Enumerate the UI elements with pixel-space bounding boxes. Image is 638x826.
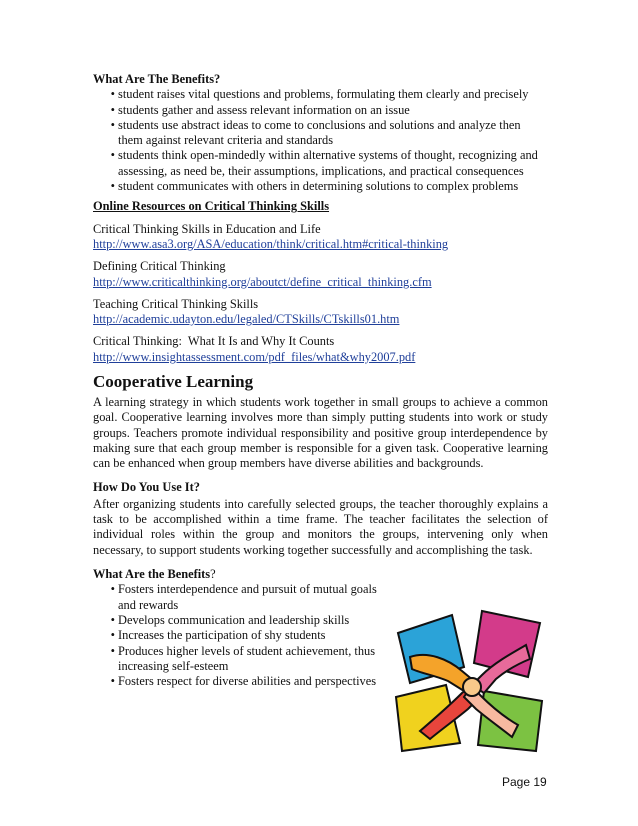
list-item	[93, 118, 548, 149]
list-item	[93, 628, 383, 643]
page-number: Page 19	[502, 775, 547, 789]
bullet-icon: •	[110, 102, 115, 117]
resource-title: Teaching Critical Thinking Skills	[93, 296, 259, 311]
bullet-icon: •	[110, 179, 115, 194]
resource-link[interactable]: http://academic.udayton.edu/legaled/CTSkills/CTskills01.htm	[93, 312, 400, 327]
benefits-list	[93, 87, 548, 194]
resource-link[interactable]: http://www.criticalthinking.org/aboutct/define_critical_thinking.cfm	[93, 274, 432, 289]
list-item-text: student raises vital questions and problems, formulating them clearly and precisely	[118, 87, 529, 102]
intro-paragraph: A learning strategy in which students work together in small groups to achieve a common goal. Cooperative learning involves more than simply putting students into work or study groups. Teachers promote individual responsibility and positive group interdependence by making sure that each group member is responsible for a given task. Cooperative learning can be enhanced when group members have diverse abilities and backgrounds.	[93, 395, 548, 471]
resource-item	[93, 259, 548, 290]
resource-title: Critical Thinking: What It Is and Why It Counts	[93, 334, 335, 349]
bullet-icon: •	[110, 612, 115, 627]
list-item	[93, 582, 383, 613]
list-item-text: Fosters respect for diverse abilities and perspectives	[118, 674, 377, 689]
list-item	[93, 87, 548, 102]
list-item-text: students use abstract ideas to come to conclusions and solutions and analyze then them against relevant criteria and standards	[118, 117, 521, 148]
bullet-icon: •	[110, 117, 115, 132]
bullet-icon: •	[110, 628, 115, 643]
resources-heading: Online Resources on Critical Thinking Skills	[93, 199, 330, 214]
coop-benefits-list	[93, 582, 383, 689]
coop-benefits-heading-punct: ?	[210, 567, 216, 582]
resource-item	[93, 334, 548, 365]
coop-benefits-heading-text: What Are the Benefits	[93, 567, 211, 582]
list-item-text: students think open-mindedly within alternative systems of thought, recognizing and assessing, as need be, their assumptions, implications, and practical consequences	[118, 148, 538, 178]
list-item-text: Develops communication and leadership skills	[118, 612, 350, 627]
list-item	[93, 644, 383, 675]
list-item-text: student communicates with others in determining solutions to complex problems	[118, 179, 519, 194]
list-item	[93, 613, 383, 628]
list-item-text: Fosters interdependence and pursuit of mutual goals and rewards	[118, 582, 377, 612]
resource-item	[93, 222, 548, 253]
list-item-text: students gather and assess relevant information on an issue	[118, 102, 410, 117]
use-heading: How Do You Use It?	[93, 479, 200, 494]
bullet-icon: •	[110, 643, 115, 658]
clasp-center	[463, 678, 481, 696]
bullet-icon: •	[110, 674, 115, 689]
coop-benefits-heading	[93, 567, 548, 582]
list-item	[93, 179, 548, 194]
benefits-heading: What Are The Benefits?	[93, 72, 221, 86]
resource-link[interactable]: http://www.insightassessment.com/pdf_files/what&why2007.pdf	[93, 349, 416, 364]
page-content	[93, 72, 548, 689]
section-title: Cooperative Learning	[93, 372, 254, 392]
use-paragraph: After organizing students into carefully selected groups, the teacher thoroughly explains a task to be accomplished within a time frame. The teacher facilitates the selection of individual roles within the group and monitors the groups, intervening only when necessary, to support students working together successfully and accomplishing the task.	[93, 496, 548, 557]
bullet-icon: •	[110, 582, 115, 597]
bullet-icon: •	[110, 148, 115, 163]
resource-title: Defining Critical Thinking	[93, 259, 226, 274]
list-item-text: Increases the participation of shy students	[118, 628, 326, 643]
resource-title: Critical Thinking Skills in Education and Life	[93, 221, 321, 236]
bullet-icon: •	[110, 87, 115, 102]
resource-link[interactable]: http://www.asa3.org/ASA/education/think/critical.htm#critical-thinking	[93, 236, 449, 251]
list-item-text: Produces higher levels of student achievement, thus increasing self-esteem	[118, 643, 376, 673]
list-item	[93, 148, 548, 179]
teamwork-hands-clipart	[390, 605, 550, 755]
list-item	[93, 103, 548, 118]
resource-item	[93, 297, 548, 328]
list-item	[93, 674, 383, 689]
